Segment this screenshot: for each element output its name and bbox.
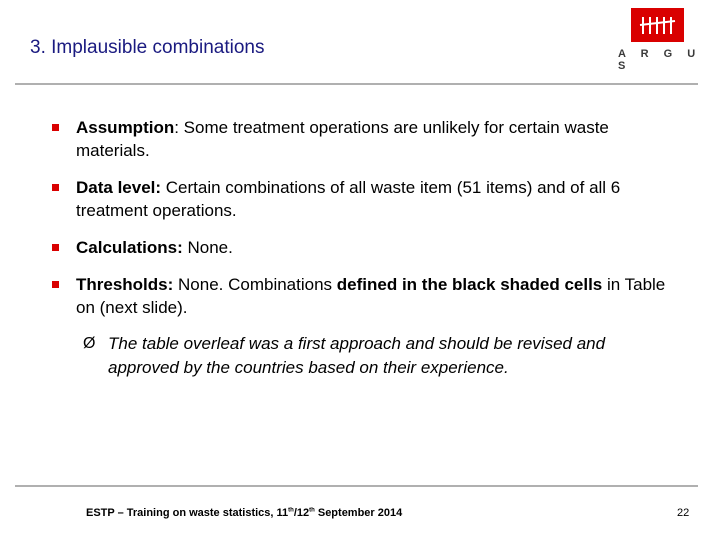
logo-mark-icon bbox=[631, 8, 684, 42]
bullet-label: Calculations: bbox=[76, 238, 183, 257]
bullet-square-icon bbox=[52, 244, 59, 251]
page-number: 22 bbox=[677, 507, 690, 519]
argus-logo bbox=[612, 8, 707, 72]
logo-text: A R G U S bbox=[618, 48, 702, 72]
bullet-text: in Table on (next slide). bbox=[76, 275, 666, 317]
bullet-list bbox=[50, 116, 670, 380]
bullet-emphasis: defined in the black shaded cells bbox=[336, 275, 603, 294]
header-divider bbox=[15, 83, 698, 85]
sub-bullet-text: The table overleaf was a first approach and should be revised and approved by the countries based on their experience. bbox=[108, 334, 606, 377]
footer-divider bbox=[15, 485, 698, 487]
footer-text-part: ESTP – Training on waste statistics, 11 bbox=[86, 507, 289, 519]
slide-title: 3. Implausible combinations bbox=[30, 37, 265, 58]
footer-sup: th bbox=[288, 507, 294, 514]
bullet-label: Data level: bbox=[76, 178, 162, 197]
sub-bullet bbox=[83, 332, 670, 380]
bullet-assumption bbox=[50, 116, 670, 162]
footer-text-part: /12 bbox=[293, 507, 310, 519]
footer-text bbox=[86, 507, 402, 519]
bullet-text: None. Combinations bbox=[173, 275, 337, 294]
bullet-square-icon bbox=[52, 124, 59, 131]
bullet-square-icon bbox=[52, 184, 59, 191]
bullet-text: None. bbox=[182, 238, 233, 257]
bullet-square-icon bbox=[52, 281, 59, 288]
bullet-label: Assumption bbox=[76, 118, 175, 137]
arrow-bullet-icon: Ø bbox=[83, 335, 96, 352]
bullet-label: Thresholds: bbox=[76, 275, 174, 294]
bullet-calculations bbox=[50, 236, 670, 259]
footer-sup: th bbox=[309, 507, 315, 514]
bullet-text: Certain combinations of all waste item (51 items) and of all 6 treatment operations. bbox=[76, 178, 621, 220]
bullet-thresholds bbox=[50, 273, 670, 319]
footer-text-part: September 2014 bbox=[314, 507, 403, 519]
bullet-text: : Some treatment operations are unlikely for certain waste materials. bbox=[76, 118, 609, 160]
bullet-data-level bbox=[50, 176, 670, 222]
